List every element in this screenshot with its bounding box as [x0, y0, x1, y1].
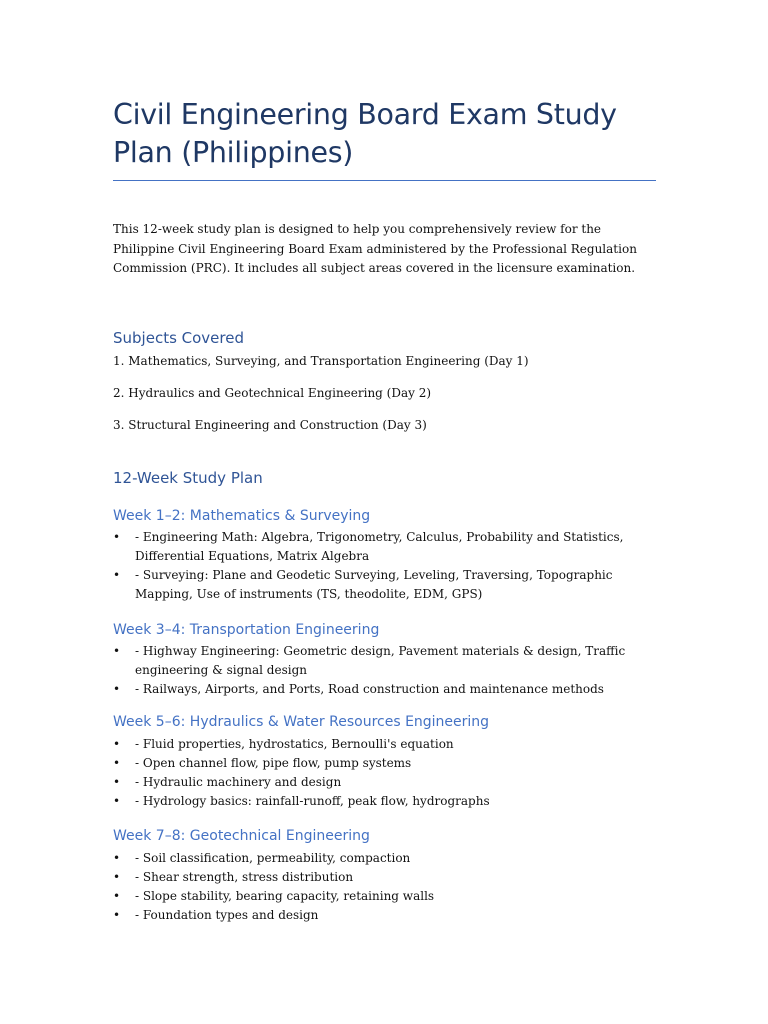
title-divider: [113, 180, 656, 181]
list-item: • - Hydrology basics: rainfall-runoff, peak flow, hydrographs: [113, 792, 656, 811]
bullet-icon: •: [113, 889, 121, 903]
study-plan-heading: 12-Week Study Plan: [113, 469, 263, 487]
bullet-icon: •: [113, 568, 121, 582]
page-title: Civil Engineering Board Exam Study Plan (Philippines): [113, 98, 617, 169]
bullet-icon: •: [113, 870, 121, 884]
bullet-icon: •: [113, 756, 121, 770]
week-3-4-heading: Week 3–4: Transportation Engineering: [113, 622, 380, 638]
list-item: • - Slope stability, bearing capacity, retaining walls: [113, 887, 656, 906]
subject-item-3: 3. Structural Engineering and Construction (Day 3): [113, 418, 427, 432]
bullet-icon: •: [113, 908, 121, 922]
bullet-icon: •: [113, 775, 121, 789]
bullet-icon: •: [113, 851, 121, 865]
week-1-2-heading: Week 1–2: Mathematics & Surveying: [113, 508, 371, 524]
list-item: • - Open channel flow, pipe flow, pump systems: [113, 754, 656, 773]
bullet-icon: •: [113, 682, 121, 696]
subject-item-1: 1. Mathematics, Surveying, and Transportation Engineering (Day 1): [113, 354, 529, 368]
list-item: • - Foundation types and design: [113, 906, 656, 925]
intro-paragraph: This 12-week study plan is designed to help you comprehensively review for the Philippine Civil Engineering Board Exam administered by the Professional Regulation Commission (PRC). It includes all subject areas covered in the licensure examination.: [113, 222, 637, 275]
list-item: • - Hydraulic machinery and design: [113, 773, 656, 792]
week-1-2-list: [113, 528, 656, 604]
subjects-heading: Subjects Covered: [113, 329, 245, 347]
week-7-8-heading: Week 7–8: Geotechnical Engineering: [113, 828, 370, 844]
list-item: • - Fluid properties, hydrostatics, Bernoulli's equation: [113, 735, 656, 754]
week-5-6-heading: Week 5–6: Hydraulics & Water Resources Engineering: [113, 714, 490, 730]
week-3-4-list: [113, 642, 656, 699]
bullet-icon: •: [113, 644, 121, 658]
list-item: • - Highway Engineering: Geometric design, Pavement materials & design, Traffic engineering & signal design: [113, 644, 626, 677]
subject-item-2: 2. Hydraulics and Geotechnical Engineering (Day 2): [113, 386, 432, 400]
list-item: • - Shear strength, stress distribution: [113, 868, 656, 887]
week-5-6-list: [113, 735, 656, 811]
bullet-icon: •: [113, 530, 121, 544]
list-item: • - Surveying: Plane and Geodetic Surveying, Leveling, Traversing, Topographic Mapping, Use of instruments (TS, theodolite, EDM, GPS): [113, 568, 613, 601]
list-item: • - Engineering Math: Algebra, Trigonometry, Calculus, Probability and Statistics, Differential Equations, Matrix Algebra: [113, 530, 624, 563]
week-7-8-list: [113, 849, 656, 925]
bullet-icon: •: [113, 794, 121, 808]
bullet-icon: •: [113, 737, 121, 751]
list-item: • - Railways, Airports, and Ports, Road construction and maintenance methods: [113, 680, 656, 699]
list-item: • - Soil classification, permeability, compaction: [113, 849, 656, 868]
